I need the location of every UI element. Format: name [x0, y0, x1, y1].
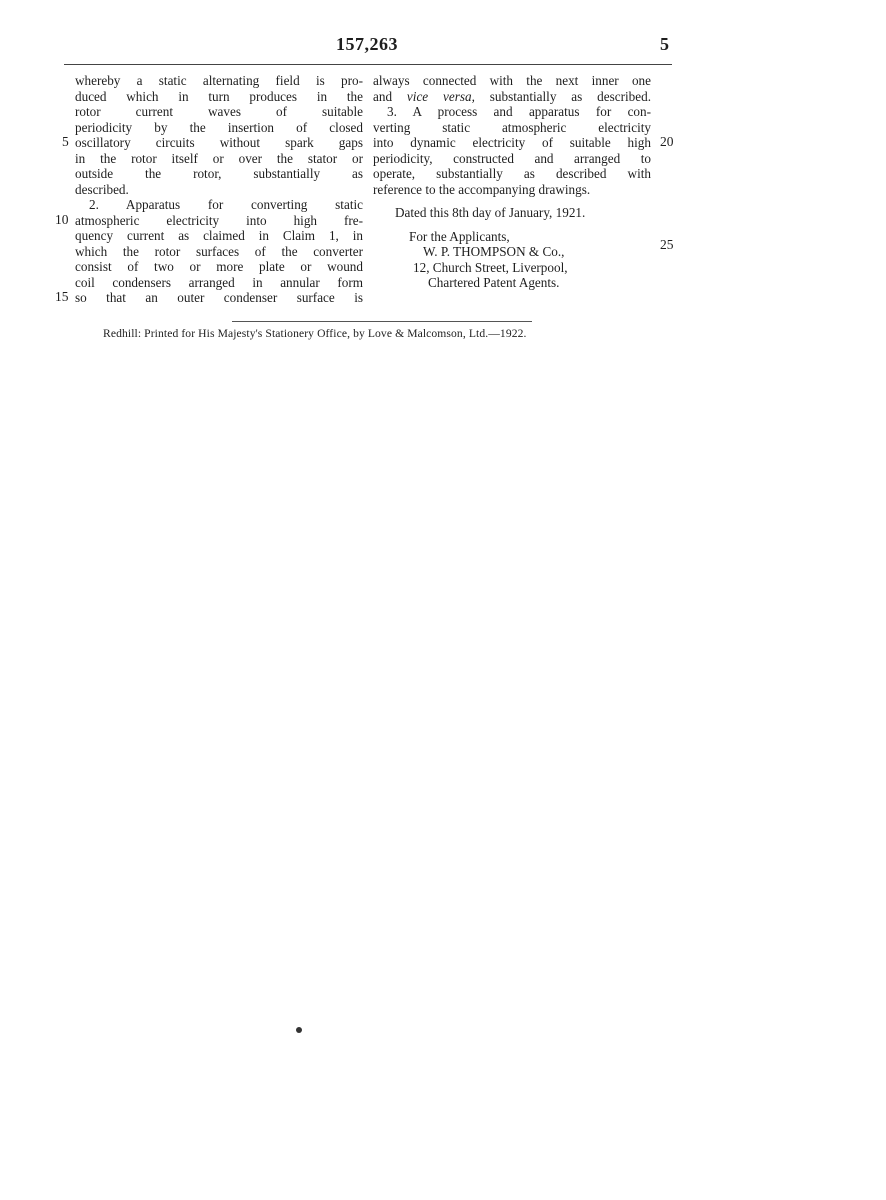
text-line-vice-versa — [373, 89, 651, 105]
printer-imprint: Redhill: Printed for His Majesty's Stationery Office, by Love & Malcomson, Ltd.—1922. — [103, 327, 527, 340]
line-number: 15 — [55, 289, 69, 304]
text-line: so that an outer condenser surface is — [75, 290, 363, 305]
right-column — [373, 73, 651, 291]
line-number: 20 — [660, 134, 674, 149]
signature-title: Chartered Patent Agents. — [428, 275, 560, 290]
footer-rule — [232, 321, 532, 322]
text-line: consist of two or more plate or wound — [75, 259, 363, 274]
line-number: 10 — [55, 212, 69, 227]
text-line: operate, substantially as described with — [373, 166, 651, 181]
text-line: which the rotor surfaces of the converter — [75, 243, 363, 259]
line-number: 5 — [62, 134, 69, 149]
text-line: periodicity by the insertion of closed — [75, 119, 363, 135]
text-fragment: substantially as described. — [489, 88, 651, 104]
page-number: 5 — [660, 34, 669, 54]
text-line: always connected with the next inner one — [373, 73, 651, 88]
text-line: in the rotor itself or over the stator or — [75, 150, 363, 166]
text-line: rotor current waves of suitable — [75, 104, 363, 119]
text-line: coil condensers arranged in annular form — [75, 274, 363, 290]
signature-firm: W. P. THOMPSON & Co., — [423, 244, 565, 259]
text-line: oscillatory circuits without spark gaps — [75, 135, 363, 150]
text-line: duced which in turn produces in the — [75, 88, 363, 104]
text-line: atmospheric electricity into high fre- — [75, 212, 363, 228]
text-line: outside the rotor, substantially as — [75, 166, 363, 181]
dated-line: Dated this 8th day of January, 1921. — [395, 205, 586, 220]
text-line: verting static atmospheric electricity — [373, 119, 651, 135]
text-line: into dynamic electricity of suitable high — [373, 135, 651, 150]
patent-number: 157,263 — [336, 34, 398, 54]
text-line: whereby a static alternating field is pro- — [75, 73, 363, 88]
text-line: described. — [75, 181, 129, 197]
text-line: periodicity, constructed and arranged to — [373, 150, 651, 166]
signature-applicants: For the Applicants, — [409, 228, 510, 244]
text-fragment: and — [373, 88, 393, 104]
text-line: reference to the accompanying drawings. — [373, 181, 591, 197]
signature-address: 12, Church Street, Liverpool, — [413, 259, 568, 275]
claim-2-start: 2. Apparatus for converting static — [89, 197, 363, 212]
page-header — [0, 30, 886, 60]
ink-speck — [296, 1027, 302, 1033]
header-rule — [64, 64, 672, 65]
left-column — [75, 73, 363, 306]
text-line: quency current as claimed in Claim 1, in — [75, 228, 363, 243]
italic-text: vice versa, — [406, 88, 475, 104]
claim-3-start: 3. A process and apparatus for con- — [387, 104, 651, 119]
line-number: 25 — [660, 237, 674, 252]
